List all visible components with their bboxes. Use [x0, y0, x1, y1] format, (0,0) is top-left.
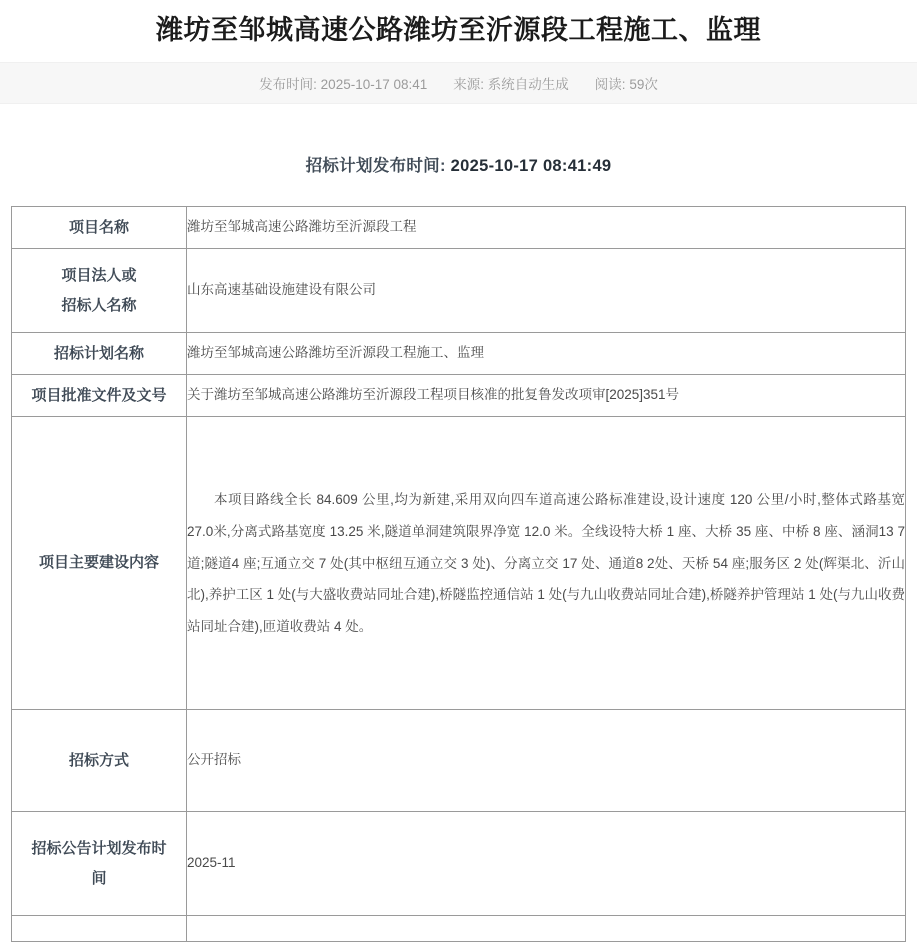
publish-time-value: 2025-10-17 08:41 [320, 77, 428, 93]
row-label-legal-entity-line1: 项目法人或 [61, 266, 137, 284]
row-value-plan-name: 潍坊至邹城高速公路潍坊至沂源段工程施工、监理 [187, 333, 906, 375]
row-label-notice-publish-time-line1: 招标公告计划发布时 [31, 839, 167, 857]
publish-time [259, 73, 427, 93]
row-label-notice-publish-time-line2: 间 [91, 869, 107, 887]
table-row-approval-document [12, 375, 906, 417]
row-value-truncated [187, 916, 906, 942]
table-row-tender-method [12, 710, 906, 812]
row-value-tender-method: 公开招标 [187, 710, 906, 812]
plan-publish-time-heading [0, 104, 917, 206]
row-value-approval-document: 关于潍坊至邹城高速公路潍坊至沂源段工程项目核准的批复鲁发改项审[2025]351号 [187, 375, 906, 417]
plan-publish-time-value: 2025-10-17 08:41:49 [450, 157, 612, 176]
view-count-value: 59次 [629, 77, 658, 93]
row-label-legal-entity [12, 249, 187, 333]
info-table-wrapper [0, 206, 917, 942]
publish-time-label: 发布时间: [259, 77, 317, 93]
row-label-construction-content: 项目主要建设内容 [12, 417, 187, 710]
source [453, 73, 569, 93]
row-label-truncated [12, 916, 187, 942]
row-label-approval-document: 项目批准文件及文号 [12, 375, 187, 417]
row-value-project-name: 潍坊至邹城高速公路潍坊至沂源段工程 [187, 207, 906, 249]
row-label-project-name: 项目名称 [12, 207, 187, 249]
row-value-legal-entity: 山东高速基础设施建设有限公司 [187, 249, 906, 333]
table-row-legal-entity [12, 249, 906, 333]
source-label: 来源: [453, 77, 485, 93]
row-label-legal-entity-line2: 招标人名称 [61, 296, 137, 314]
row-label-notice-publish-time [12, 812, 187, 916]
row-value-construction-content [187, 417, 906, 710]
table-row-project-name [12, 207, 906, 249]
table-row-plan-name [12, 333, 906, 375]
table-row-construction-content [12, 417, 906, 710]
tender-plan-table [11, 206, 906, 942]
table-row-notice-publish-time [12, 812, 906, 916]
construction-content-paragraph: 本项目路线全长 84.609 公里,均为新建,采用双向四车道高速公路标准建设,设计速度 120 公里/小时,整体式路基宽 27.0米,分离式路基宽度 13.25 米,隧道单洞建筑限界净宽 12.0 米。全线设特大桥 1 座、大桥 35 座、中桥 8 座、涵洞13 7道;隧道4 座;互通立交 7 处(其中枢纽互通立交 3 处)、分离立交 17 处、通道8 2处、天桥 54 座;服务区 2 处(辉渠北、沂山北),养护工区 1 处(与大盛收费站同址合建),桥隧监控通信站 1 处(与九山收费站同址合建),桥隧养护管理站 1 处(与九山收费站同址合建),匝道收费站 4 处。 [187, 492, 905, 635]
page-title: 潍坊至邹城高速公路潍坊至沂源段工程施工、监理 [156, 15, 761, 45]
view-count [595, 73, 658, 93]
view-count-label: 阅读: [594, 77, 626, 93]
plan-publish-time-label: 招标计划发布时间: [305, 157, 446, 176]
row-value-notice-publish-time: 2025-11 [187, 812, 906, 916]
row-label-plan-name: 招标计划名称 [12, 333, 187, 375]
source-value: 系统自动生成 [487, 77, 569, 93]
article-meta-bar [0, 62, 917, 104]
row-label-tender-method: 招标方式 [12, 710, 187, 812]
table-row-truncated [12, 916, 906, 942]
